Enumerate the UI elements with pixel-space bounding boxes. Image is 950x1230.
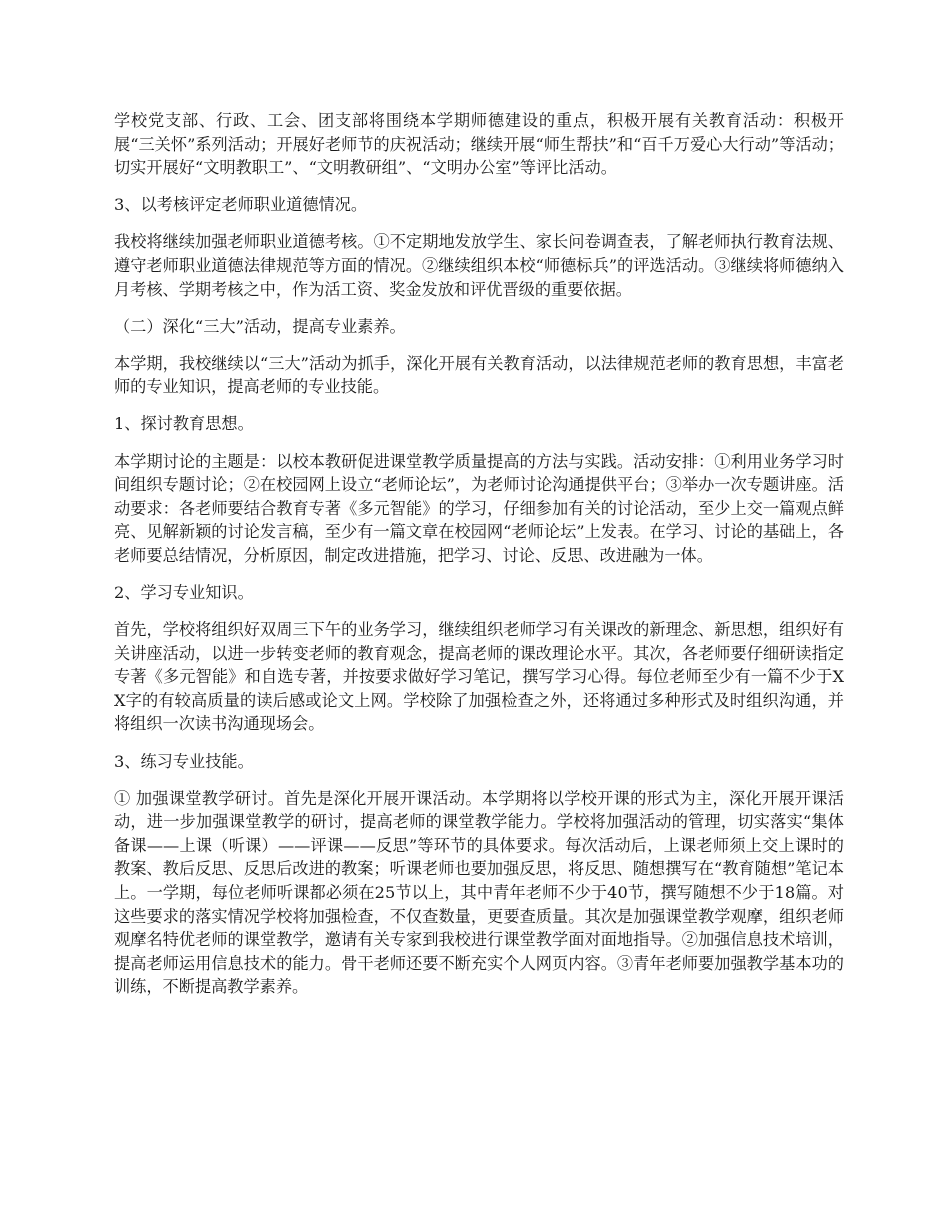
heading-professional-skills: 3、练习专业技能。 (114, 751, 254, 771)
paragraph-professional-skills: ① 加强课堂教学研讨。首先是深化开展开课活动。本学期将以学校开课的形式为主，深化开展开课活动，进一步加强课堂教学的研讨，提高老师的课堂教学能力。学校将加强活动的管理，切实落实“集体备课——上课（听课）——评课——反思”等环节的具体要求。每次活动后，上课老师须上交上课时的教案、教后反思、反思后改进的教案；听课老师也要加强反思，将反思、随想撰写在“教育随想”笔记本上。一学期，每位老师听课都必须在25节以上，其中青年老师不少于40节，撰写随想不少于18篇。对这些要求的落实情况学校将加强检查，不仅查数量，更要查质量。其次是加强课堂教学观摩，组织老师观摩名特优老师的课堂教学，邀请有关专家到我校进行课堂教学面对面地指导。②加强信息技术培训，提高老师运用信息技术的能力。骨干老师还要不断充实个人网页内容。③青年老师要加强教学基本功的训练，不断提高教学素养。 (114, 788, 844, 997)
paragraph-three-activities: 本学期，我校继续以“三大”活动为抓手，深化开展有关教育活动，以法律规范老师的教育思想，丰富老师的专业知识，提高老师的专业技能。 (114, 353, 844, 397)
paragraph-professional-knowledge: 首先，学校将组织好双周三下午的业务学习，继续组织老师学习有关课改的新理念、新思想，组织好有关讲座活动，以进一步转变老师的教育观念，提高老师的课改理论水平。其次，各老师要仔细研读指定专著《多元智能》和自选专著，并按要求做好学习笔记，撰写学习心得。每位老师至少有一篇不少于XX字的有较高质量的读后感或论文上网。学校除了加强检查之外，还将通过多种形式及时组织沟通，并将组织一次读书沟通现场会。 (114, 620, 844, 734)
heading-assessment: 3、以考核评定老师职业道德情况。 (114, 195, 368, 215)
paragraph-education-thought: 本学期讨论的主题是：以校本教研促进课堂教学质量提高的方法与实践。活动安排：①利用业务学习时间组织专题讨论；②在校园网上设立“老师论坛”，为老师讨论沟通提供平台；③举办一次专题讲座。活动要求：各老师要结合教育专著《多元智能》的学习，仔细参加有关的讨论活动，至少上交一篇观点鲜亮、见解新颖的讨论发言稿，至少有一篇文章在校园网“老师论坛”上发表。在学习、讨论的基础上，各老师要总结情况，分析原因，制定改进措施，把学习、讨论、反思、改进融为一体。 (114, 451, 844, 565)
paragraph-assessment: 我校将继续加强老师职业道德考核。①不定期地发放学生、家长问卷调查表，了解老师执行教育法规、遵守老师职业道德法律规范等方面的情况。②继续组织本校“师德标兵”的评选活动。③继续将师德纳入月考核、学期考核之中，作为活工资、奖金发放和评优晋级的重要依据。 (114, 232, 844, 299)
paragraph-activities: 学校党支部、行政、工会、团支部将围绕本学期师德建设的重点，积极开展有关教育活动：积极开展“三关怀”系列活动；开展好老师节的庆祝活动；继续开展“师生帮扶”和“百千万爱心大行动”等活动；切实开展好“文明教职工”、“文明教研组”、“文明办公室”等评比活动。 (114, 111, 844, 178)
document-body (114, 109, 844, 1013)
heading-education-thought: 1、探讨教育思想。 (114, 414, 254, 434)
heading-professional-knowledge: 2、学习专业知识。 (114, 583, 254, 602)
heading-three-activities: （二）深化“三大”活动，提高专业素养。 (114, 316, 406, 336)
